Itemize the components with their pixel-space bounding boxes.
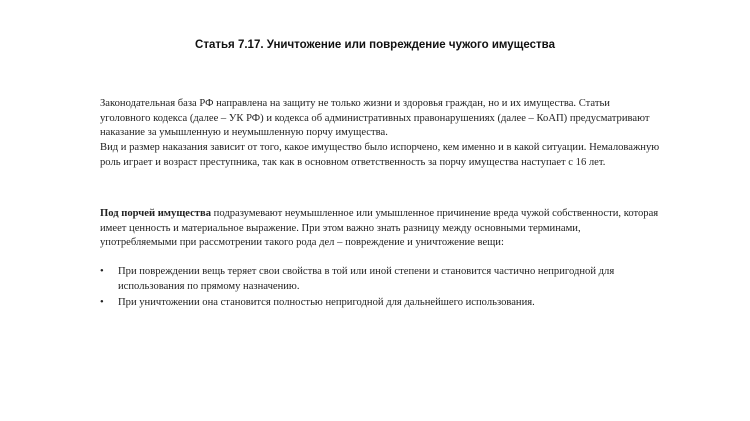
definition-term: Под порчей имущества [100,208,212,219]
list-item-text: При уничтожении она становится полностью непригодной для дальнейшего использования. [118,297,535,308]
page-title: Статья 7.17. Уничтожение или повреждение чужого имущества [195,39,555,51]
list-item-text: При повреждении вещь теряет свои свойства в той или иной степени и становится частично непригодной для использования по прямому назначению. [118,266,615,292]
definition-text: подразумевают неумышленное или умышленное причинение вреда чужой собственности, которая имеет ценность и материальное выражение. При этом важно знать разницу между основными терминами, употребляемыми при рассмотрении такого рода дел – повреждение и уничтожение вещи: [100,208,659,248]
bullet-icon: • [100,266,104,277]
bullet-list-destruction [100,296,675,311]
bullet-list-damage [100,265,675,294]
list-item [100,265,675,294]
paragraph-legal-basis: Законодательная база РФ направлена на защиту не только жизни и здоровья граждан, но и их имущества. Статьи уголовного кодекса (далее – УК РФ) и кодекса об административных правонарушениях (далее – КоАП) предусматривают наказание за умышленную и неумышленную порчу имущества. [100,98,650,138]
paragraph-punishment: Вид и размер наказания зависит от того, какое имущество было испорчено, кем именно и в какой ситуации. Немаловажную роль играет и возраст преступника, так как в основном ответственность за порчу имущества наступает с 16 лет. [100,142,660,168]
bullet-icon: • [100,297,104,308]
paragraph-definition [100,207,660,251]
list-item [100,296,675,311]
